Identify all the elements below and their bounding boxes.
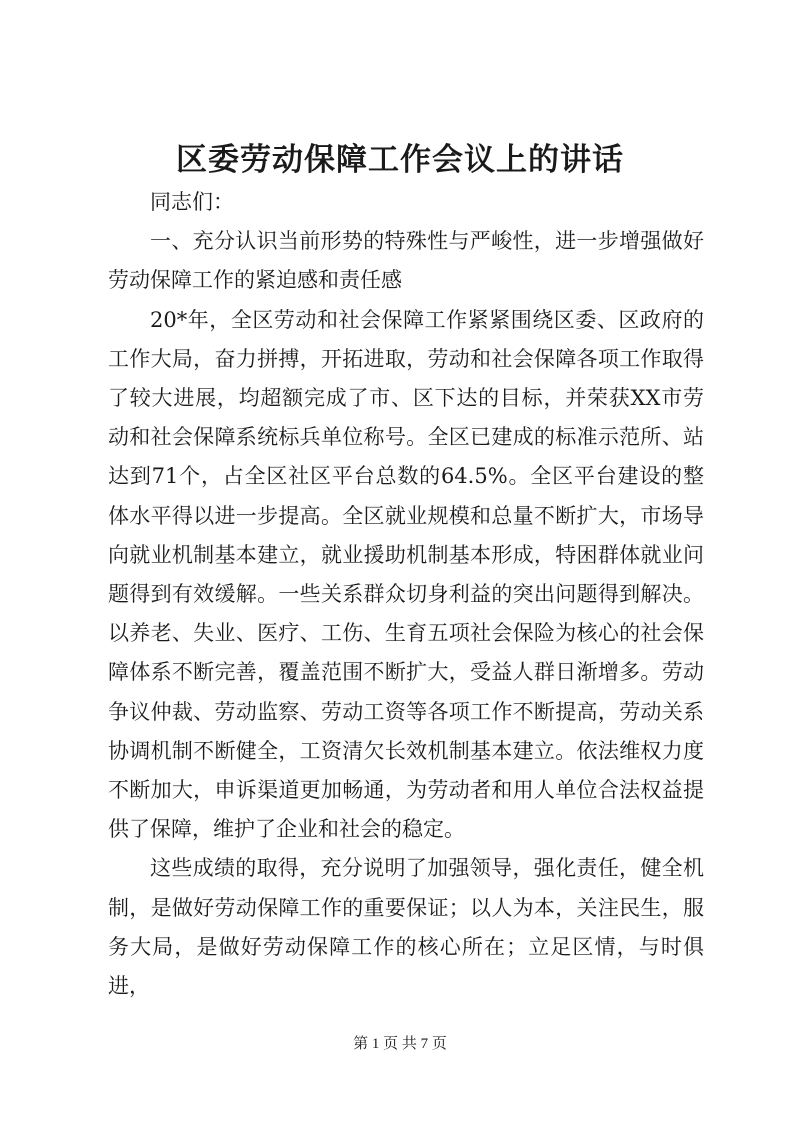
section-heading-paragraph: 一、充分认识当前形势的特殊性与严峻性，进一步增强做好劳动保障工作的紧迫感和责任感 bbox=[108, 229, 704, 293]
body-paragraph: 这些成绩的取得，充分说明了加强领导，强化责任，健全机制，是做好劳动保障工作的重要保证；以人为本，关注民生，服务大局，是做好劳动保障工作的核心所在；立足区情，与时俱进， bbox=[108, 856, 704, 999]
body-paragraph: 20*年，全区劳动和社会保障工作紧紧围绕区委、区政府的工作大局，奋力拼搏，开拓进取，劳动和社会保障各项工作取得了较大进展，均超额完成了市、区下达的目标，并荣获XX市劳动和社会保障系统标兵单位称号。全区已建成的标准示范所、站达到71个，占全区社区平台总数的64.5%。全区平台建设的整体水平得以进一步提高。全区就业规模和总量不断扩大，市场导向就业机制基本建立，就业援助机制基本形成，特困群体就业问题得到有效缓解。一些关系群众切身利益的突出问题得到解决。以养老、失业、医疗、工伤、生育五项社会保险为核心的社会保障体系不断完善，覆盖范围不断扩大，受益人群日渐增多。劳动争议仲裁、劳动监察、劳动工资等各项工作不断提高，劳动关系协调机制不断健全，工资清欠长效机制基本建立。依法维权力度不断加大，申诉渠道更加畅通，为劳动者和用人单位合法权益提供了保障，维护了企业和社会的稳定。 bbox=[108, 307, 704, 842]
document-body bbox=[108, 183, 704, 1006]
document-title: 区委劳动保障工作会议上的讲话 bbox=[176, 142, 624, 178]
salutation-paragraph: 同志们： bbox=[150, 190, 234, 214]
page-footer: 第 1 页 共 7 页 bbox=[353, 1036, 447, 1052]
